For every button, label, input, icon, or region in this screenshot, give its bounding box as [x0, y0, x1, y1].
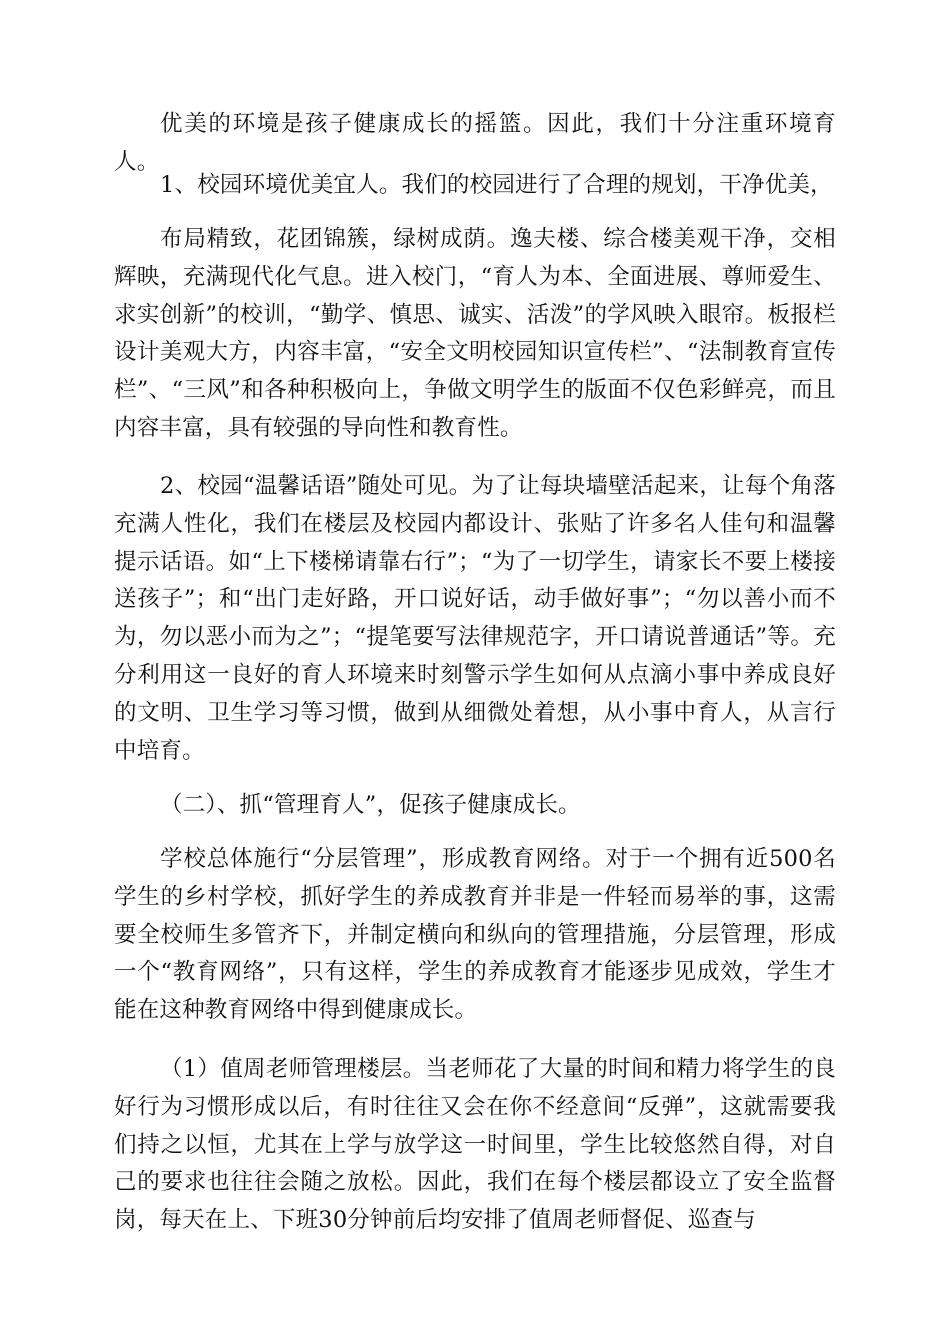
- paragraph-item-1-body: 布局精致，花团锦簇，绿树成荫。逸夫楼、综合楼美观干净，交相辉映，充满现代化气息。进入校门，“育人为本、全面进展、尊师爱生、求实创新”的校训，“勤学、慎思、诚实、活泼”的学风映入眼帘。板报栏设计美观大方，内容丰富，“安全文明校园知识宣传栏”、“法制教育宣传栏”、“三风”和各种积极向上，争做文明学生的版面不仅色彩鲜亮，而且内容丰富，具有较强的导向性和教育性。: [114, 226, 836, 441]
- paragraph-sub-1: （1）值周老师管理楼层。当老师花了大量的时间和精力将学生的良好行为习惯形成以后，有时往往又会在你不经意间“反弹”，这就需要我们持之以恒，尤其在上学与放学这一时间里，学生比较悠然自得，对自己的要求也往往会随之放松。因此，我们在每个楼层都设立了安全监督岗，每天在上、下班30分钟前后均安排了值周老师督促、巡查与: [114, 1056, 836, 1234]
- paragraph-section-2-body: 学校总体施行“分层管理”，形成教育网络。对于一个拥有近500名学生的乡村学校，抓好学生的养成教育并非是一件轻而易举的事，这需要全校师生多管齐下，并制定横向和纵向的管理措施，分层管理，形成一个“教育网络”，只有这样，学生的养成教育才能逐步见成效，学生才能在这种教育网络中得到健康成长。: [114, 846, 836, 1024]
- paragraph-item-1-heading: 1、校园环境优美宜人。我们的校园进行了合理的规划，干净优美，: [160, 172, 833, 198]
- paragraph-intro: 优美的环境是孩子健康成长的摇篮。因此，我们十分注重环境育人。: [114, 111, 836, 175]
- paragraph-item-2: 2、校园“温馨话语”随处可见。为了让每块墙壁活起来，让每个角落充满人性化，我们在楼层及校园内都设计、张贴了许多名人佳句和温馨提示话语。如“上下楼梯请靠右行”；“为了一切学生，请家长不要上楼接送孩子”；和“出门走好路，开口说好话，动手做好事”；“勿以善小而不为，勿以恶小而为之”；“提笔要写法律规范字，开口请说普通话”等。充分利用这一良好的育人环境来时刻警示学生如何从点滴小事中养成良好的文明、卫生学习等习惯，做到从细微处着想，从小事中育人，从言行中培育。: [114, 473, 836, 764]
- paragraph-section-2-heading: （二）、抓“管理育人”，促孩子健康成长。: [160, 792, 581, 818]
